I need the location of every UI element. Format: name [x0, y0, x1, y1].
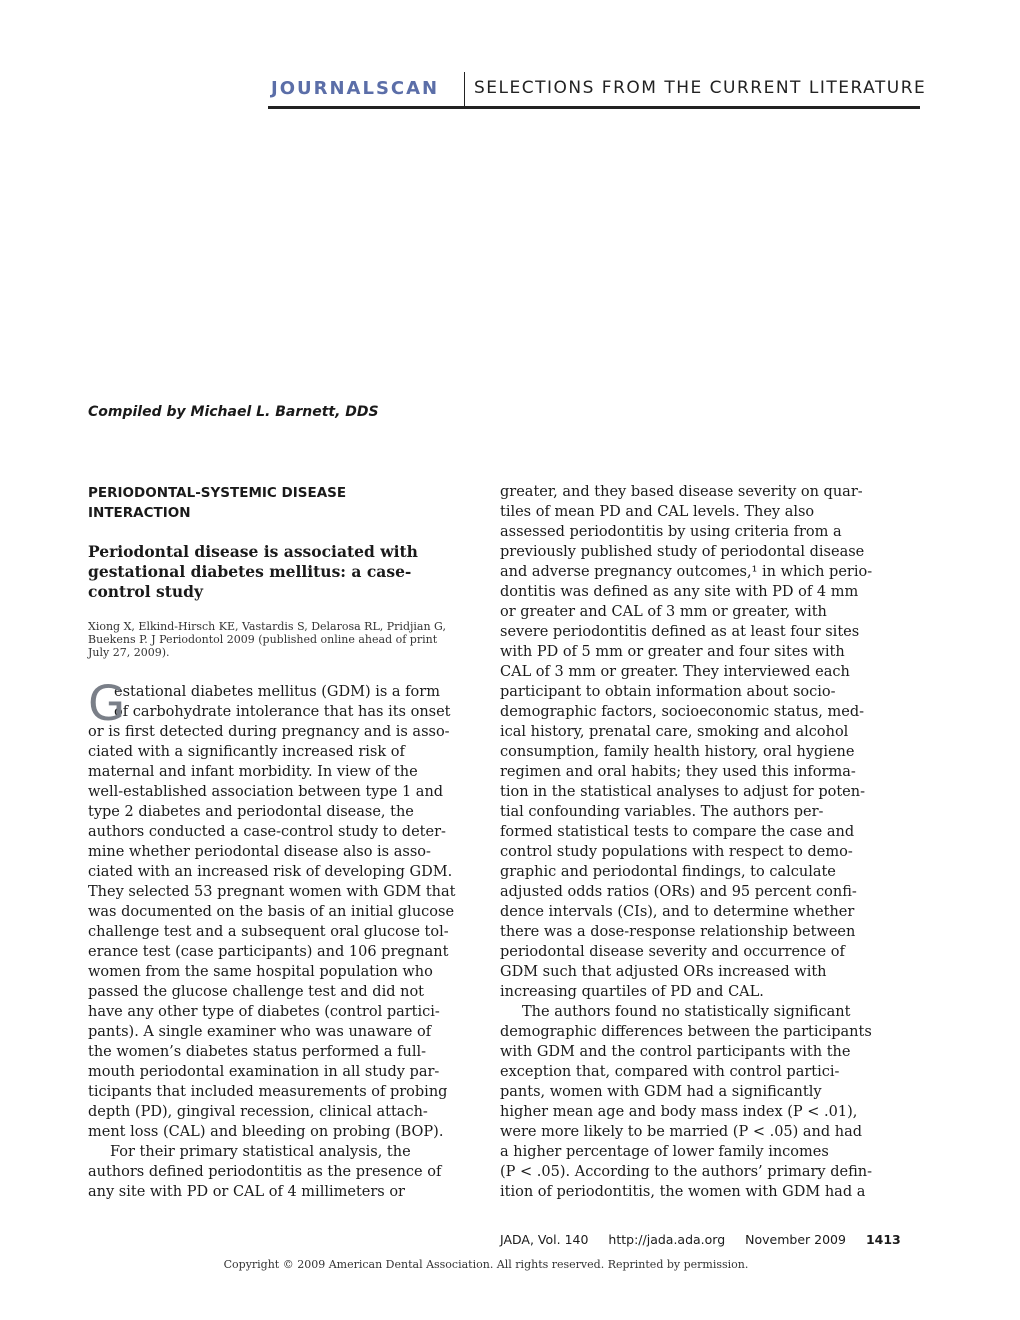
body-line: higher mean age and body mass index (P < .01), [500, 1104, 858, 1120]
article-title [88, 542, 428, 602]
body-line: tial confounding variables. The authors per- [500, 804, 824, 820]
body-line: with GDM and the control participants with the [500, 1044, 851, 1060]
body-line: type 2 diabetes and periodontal disease, the [88, 804, 414, 820]
footer-journal: JADA, Vol. 140 [500, 1232, 589, 1247]
body-line: increasing quartiles of PD and CAL. [500, 984, 764, 1000]
body-line: previously published study of periodontal disease [500, 544, 865, 560]
body-line: authors defined periodontitis as the presence of [88, 1164, 442, 1180]
body-line: or is first detected during pregnancy and is asso- [88, 724, 450, 740]
body-line: exception that, compared with control partici- [500, 1064, 840, 1080]
body-line: ciated with a significantly increased risk of [88, 744, 405, 760]
citation-line: July 27, 2009). [88, 646, 170, 659]
body-line: dontitis was defined as any site with PD of 4 mm [500, 584, 859, 600]
copyright-notice: Copyright © 2009 American Dental Association. All rights reserved. Reprinted by permission. [223, 1258, 749, 1271]
body-line: severe periodontitis defined as at least four sites [500, 624, 860, 640]
body-line: or greater and CAL of 3 mm or greater, with [500, 604, 827, 620]
body-line: with PD of 5 mm or greater and four sites with [500, 644, 845, 660]
footer-date: November 2009 [745, 1232, 846, 1247]
body-line: there was a dose-response relationship between [500, 924, 856, 940]
citation-line: Xiong X, Elkind-Hirsch KE, Vastardis S, Delarosa RL, Pridjian G, [88, 620, 446, 633]
body-line: of carbohydrate intolerance that has its onset [114, 704, 451, 720]
body-line: For their primary statistical analysis, the [110, 1144, 411, 1160]
body-line: participant to obtain information about socio- [500, 684, 836, 700]
body-line: challenge test and a subsequent oral glucose tol- [88, 924, 449, 940]
section-title [88, 483, 418, 523]
article-title-line: Periodontal disease is associated with [88, 542, 418, 561]
body-line: ticipants that included measurements of probing [88, 1084, 448, 1100]
body-line: pants, women with GDM had a significantly [500, 1084, 822, 1100]
body-line: The authors found no statistically significant [522, 1004, 851, 1020]
body-line: dence intervals (CIs), and to determine whether [500, 904, 855, 920]
body-line: formed statistical tests to compare the case and [500, 824, 855, 840]
section-title-line: PERIODONTAL-SYSTEMIC DISEASE [88, 485, 347, 501]
body-line: demographic factors, socioeconomic status, med- [500, 704, 864, 720]
footer-url[interactable]: http://jada.ada.org [608, 1232, 726, 1247]
body-line: demographic differences between the participants [500, 1024, 872, 1040]
body-line: regimen and oral habits; they used this informa- [500, 764, 856, 780]
body-column-left [88, 676, 478, 1202]
citation-line: Buekens P. J Periodontol 2009 (published online ahead of print [88, 633, 438, 646]
page-number: 1413 [865, 1232, 901, 1247]
body-line: estational diabetes mellitus (GDM) is a form [114, 684, 440, 700]
body-line: were more likely to be married (P < .05) and had [500, 1124, 863, 1140]
body-line: passed the glucose challenge test and did not [88, 984, 425, 1000]
article-title-line: gestational diabetes mellitus: a case- [88, 562, 412, 581]
body-line: any site with PD or CAL of 4 millimeters or [88, 1184, 405, 1200]
body-line: assessed periodontitis by using criteria from a [500, 524, 842, 540]
body-line: was documented on the basis of an initial glucose [88, 904, 455, 920]
body-line: maternal and infant morbidity. In view of the [88, 764, 418, 780]
body-line: mine whether periodontal disease also is asso- [88, 844, 431, 860]
journal-header [268, 72, 927, 109]
body-line: (P < .05). According to the authors’ primary defin- [500, 1164, 872, 1180]
page-footer [500, 1232, 901, 1247]
body-line: greater, and they based disease severity on quar- [500, 484, 863, 500]
body-line: graphic and periodontal findings, to calculate [500, 864, 836, 880]
body-line: authors conducted a case-control study to deter- [88, 824, 446, 840]
body-line: depth (PD), gingival recession, clinical attach- [88, 1104, 428, 1120]
body-line: a higher percentage of lower family incomes [500, 1144, 829, 1160]
body-line: ition of periodontitis, the women with GDM had a [500, 1184, 866, 1200]
body-column-right [500, 482, 890, 1202]
body-line: women from the same hospital population who [88, 964, 433, 980]
header-divider [464, 72, 465, 106]
body-line: tiles of mean PD and CAL levels. They also [500, 504, 815, 520]
body-line: tion in the statistical analyses to adjust for poten- [500, 784, 866, 800]
body-line: ical history, prenatal care, smoking and alcohol [500, 724, 849, 740]
body-line: mouth periodontal examination in all study par- [88, 1064, 440, 1080]
body-line: ment loss (CAL) and bleeding on probing (BOP). [88, 1124, 444, 1140]
body-line: consumption, family health history, oral hygiene [500, 744, 855, 760]
section-title-line: INTERACTION [88, 505, 191, 521]
journalscan-brand: JOURNALSCAN [271, 78, 440, 99]
compiled-by: Compiled by Michael L. Barnett, DDS [88, 404, 379, 420]
body-line: CAL of 3 mm or greater. They interviewed each [500, 664, 850, 680]
body-line: erance test (case participants) and 106 pregnant [88, 944, 449, 960]
body-line: periodontal disease severity and occurrence of [500, 944, 845, 960]
article-title-line: control study [88, 582, 203, 601]
body-line: GDM such that adjusted ORs increased with [500, 964, 827, 980]
article-citation [88, 620, 458, 659]
dropcap: G [88, 676, 126, 732]
body-line: control study populations with respect to demo- [500, 844, 853, 860]
body-line: and adverse pregnancy outcomes,¹ in which perio- [500, 564, 873, 580]
body-line: well-established association between type 1 and [88, 784, 444, 800]
body-line: the women’s diabetes status performed a full- [88, 1044, 427, 1060]
body-line: pants). A single examiner who was unaware of [88, 1024, 432, 1040]
body-line: ciated with an increased risk of developing GDM. [88, 864, 453, 880]
header-subtitle: SELECTIONS FROM THE CURRENT LITERATURE [474, 78, 927, 98]
body-line: have any other type of diabetes (control partici- [88, 1004, 440, 1020]
body-line: They selected 53 pregnant women with GDM that [88, 884, 456, 900]
body-line: adjusted odds ratios (ORs) and 95 percent confi- [500, 884, 857, 900]
